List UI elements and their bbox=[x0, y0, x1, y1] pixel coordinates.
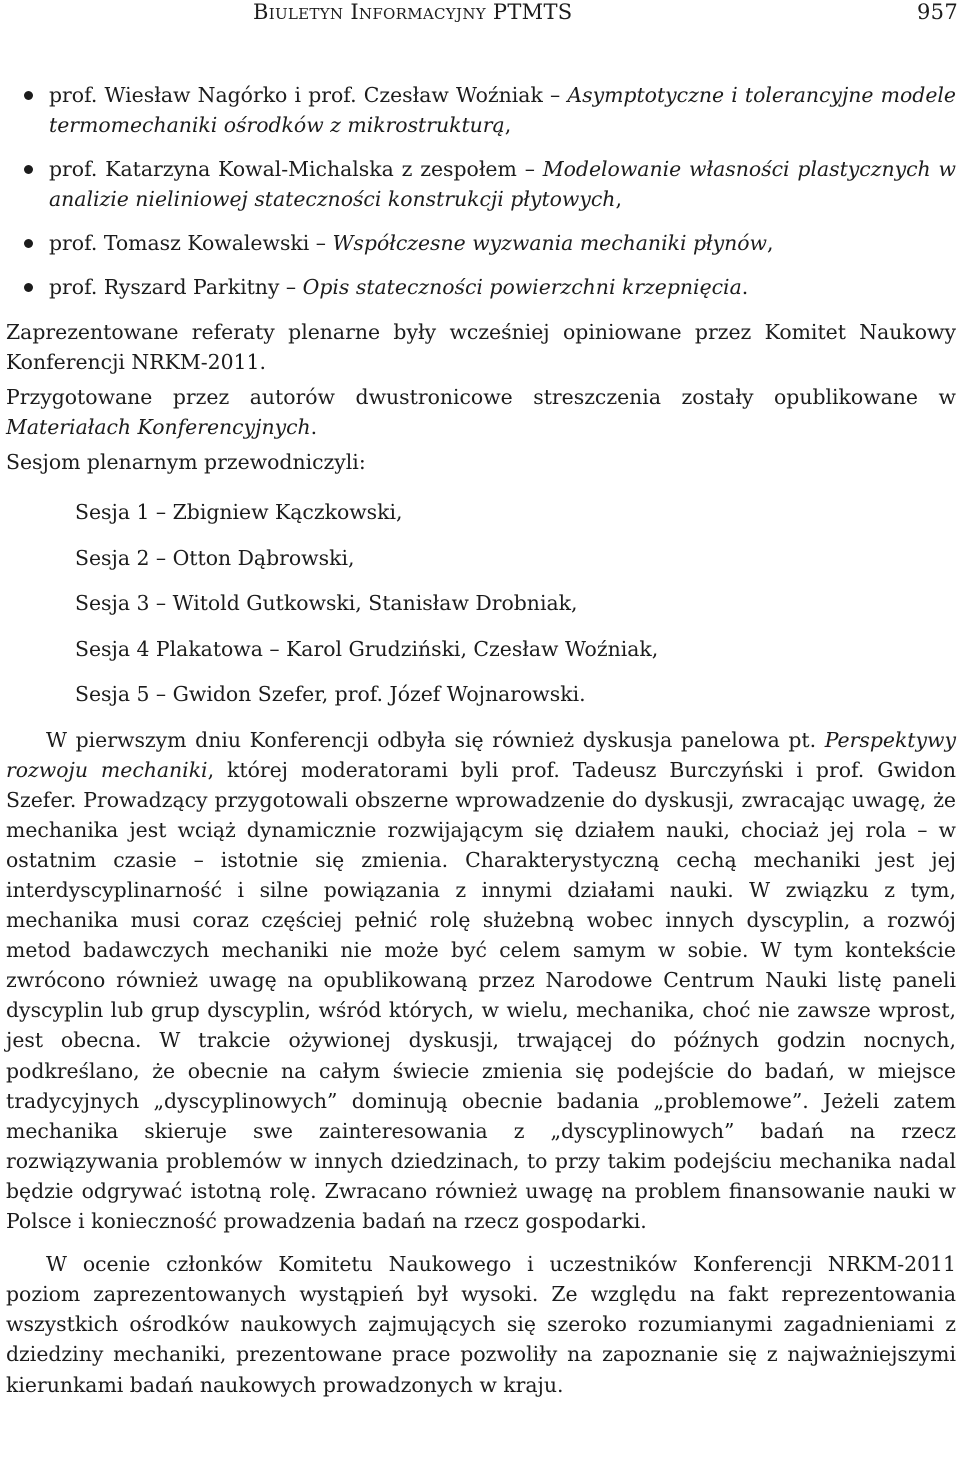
sessions-list bbox=[6, 497, 956, 709]
journal-title: Biuletyn Informacyjny PTMTS bbox=[253, 0, 573, 24]
bullet-icon bbox=[24, 283, 33, 292]
lecture-author: prof. Ryszard Parkitny bbox=[49, 275, 280, 300]
running-header bbox=[0, 0, 960, 30]
dash: – bbox=[542, 83, 568, 107]
session-item: Sesja 3 – Witold Gutkowski, Stanisław Drobniak, bbox=[75, 591, 578, 616]
lecture-title: Asymptotyczne i tolerancyjne modele termomechaniki ośrodków z mikrostrukturą bbox=[49, 83, 956, 138]
list-item bbox=[6, 154, 956, 214]
dash: – bbox=[279, 275, 303, 300]
session-item: Sesja 1 – Zbigniew Kączkowski, bbox=[75, 500, 403, 525]
list-item bbox=[6, 80, 956, 140]
session-item: Sesja 5 – Gwidon Szefer, prof. Józef Wojnarowski. bbox=[75, 682, 586, 707]
paragraph-text: , której moderatorami byli prof. Tadeusz Burczyński i prof. Gwidon Szefer. Prowadzący przygotowali obszerne wprowadzenie do dyskusji, zwracając uwagę, że mechanika jest wciąż dynamicznie rozwijającym się działem nauki, chociaż jej rola – w ostatnim czasie – istotnie się zmienia. Charakterystyczną cechą mechaniki jest jej interdyscyplinarność i silne powiązania z innymi działami nauki. W związku z tym, mechanika musi coraz częściej pełnić rolę służebną wobec innych dyscyplin, a rozwój metod badawczych mechaniki nie może być celem samym w sobie. W tym kontekście zwrócono również uwagę na opublikowaną przez Narodowe Centrum Nauki listę paneli dyscyplin lub grup dyscyplin, wśród których, w wielu, mechanika, choć nie zawsze wprost, jest obecna. W trakcie ożywionej dyskusji, trwającej do późnych godzin nocnych, podkreślano, że obecnie na całym świecie zmienia się podejście do badań, w miejsce tradycyjnych „dyscyplinowych” dominują obecnie badania „problemowe”. Jeżeli zatem mechanika skieruje swe zainteresowania z „dyscyplinowych” badań na rzecz rozwiązywania problemów w innych dziedzinach, to przy takim podejściu mechanika nadal będzie odgrywać istotną rolę. Zwracano również uwagę na problem finansowanie nauki w Polsce i konieczność prowadzenia badań na rzecz gospodarki. bbox=[6, 757, 956, 1234]
paragraph-evaluation: W ocenie członków Komitetu Naukowego i uczestników Konferencji NRKM-2011 poziom zaprezentowanych wystąpień był wysoki. Ze względu na fakt reprezentowania wszystkich ośrodków naukowych zajmujących się szeroko rozumianymi zagadnieniami z dziedziny mechaniki, prezentowane prace pozwoliły na zapoznanie się z najważniejszymi kierunkami badań naukowych prowadzonych w kraju. bbox=[6, 1252, 956, 1397]
dash: – bbox=[516, 157, 543, 182]
paragraph-text: W pierwszym dniu Konferencji odbyła się również dyskusja panelowa pt. bbox=[46, 727, 825, 752]
bullet-icon bbox=[24, 165, 33, 174]
lecture-author: prof. Katarzyna Kowal-Michalska z zespołem bbox=[49, 157, 517, 182]
session-item: Sesja 2 – Otton Dąbrowski, bbox=[75, 545, 355, 570]
plenary-lectures-list bbox=[6, 80, 956, 303]
punctuation: , bbox=[504, 113, 512, 138]
lecture-title: Modelowanie własności plastycznych w analizie nieliniowej stateczności konstrukcji płytowych bbox=[49, 157, 956, 212]
paragraph-chairs: Sesjom plenarnym przewodniczyli: bbox=[6, 449, 366, 474]
bullet-icon bbox=[24, 91, 33, 100]
punctuation: . bbox=[310, 414, 318, 439]
punctuation: . bbox=[741, 275, 749, 300]
lecture-title: Opis stateczności powierzchni krzepnięcia bbox=[302, 275, 742, 300]
list-item bbox=[6, 272, 956, 302]
lecture-author: prof. Tomasz Kowalewski bbox=[49, 231, 310, 256]
session-item: Sesja 4 Plakatowa – Karol Grudziński, Czesław Woźniak, bbox=[75, 636, 659, 661]
dash: – bbox=[309, 231, 333, 256]
page-number: 957 bbox=[917, 0, 958, 24]
emphasis: Perspektywy rozwoju mechaniki bbox=[6, 727, 956, 782]
paragraph-abstracts bbox=[6, 382, 956, 442]
emphasis: Materiałach Konferencyjnych bbox=[6, 414, 311, 439]
list-item bbox=[6, 228, 956, 258]
lecture-title: Współczesne wyzwania mechaniki płynów bbox=[332, 231, 767, 256]
paragraph-panel-discussion bbox=[6, 725, 956, 1237]
lecture-author: prof. Wiesław Nagórko i prof. Czesław Woźniak bbox=[49, 83, 543, 107]
paragraph-text: Przygotowane przez autorów dwustronicowe streszczenia zostały opublikowane w bbox=[6, 384, 956, 409]
bullet-icon bbox=[24, 239, 33, 248]
punctuation: , bbox=[767, 231, 774, 256]
punctuation: , bbox=[615, 187, 622, 212]
page-body bbox=[6, 80, 956, 1400]
paragraph-review: Zaprezentowane referaty plenarne były wcześniej opiniowane przez Komitet Naukowy Konferencji NRKM-2011. bbox=[6, 319, 956, 374]
